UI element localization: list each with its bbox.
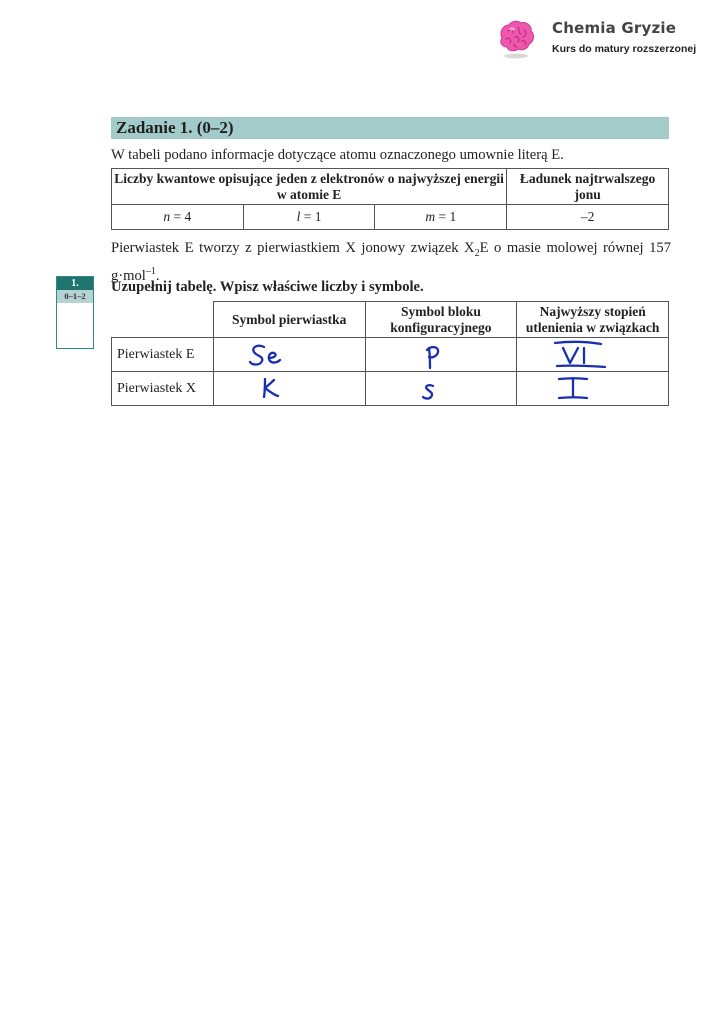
row-label-e: Pierwiastek E [112,338,214,372]
header-ion-charge: Ładunek najtrwalszego jonu [507,169,669,205]
l-value: = 1 [303,209,322,224]
para-text-2: E o masie molowej równej 157 g·mol [111,240,671,284]
score-task-number: 1. [57,277,93,290]
para-superscript: –1 [145,265,156,277]
score-range: 0–1–2 [57,290,93,303]
header-oxidation: Najwyższy stopień utlenienia w związkach [517,302,669,338]
cell-m [375,205,507,230]
header-block: Symbol bloku konfiguracyjnego [365,302,517,338]
handwriting-se [214,338,366,371]
header-quantum-numbers: Liczby kwantowe opisujące jeden z elektronów o najwyższej energii w atomie E [112,169,507,205]
row-label-x: Pierwiastek X [112,372,214,406]
handwriting-s [366,372,518,405]
brand-subtitle: Kurs do matury rozszerzonej [552,43,697,55]
blank-corner [112,302,214,338]
cell-n [112,205,244,230]
handwriting-p [366,338,518,371]
answer-x-symbol[interactable] [213,372,365,406]
brain-icon [496,18,536,60]
l-symbol: l [296,209,301,224]
task-instruction: Uzupełnij tabelę. Wpisz właściwe liczby i symbole. [111,279,424,295]
m-symbol: m [425,209,436,224]
handwriting-k [214,372,366,405]
handwriting-vi [517,338,669,371]
score-box [56,276,94,349]
answer-table [111,301,669,406]
n-symbol: n [163,209,171,224]
charge-value: –2 [580,209,595,224]
answer-e-oxidation[interactable] [517,338,669,372]
task-header-bar [111,117,669,139]
m-value: = 1 [438,209,457,224]
quantum-numbers-table [111,168,669,230]
task-intro: W tabeli podano informacje dotyczące atomu oznaczonego umownie literą E. [111,147,564,163]
cell-l [243,205,375,230]
header-symbol: Symbol pierwiastka [213,302,365,338]
answer-x-block[interactable] [365,372,517,406]
cell-charge [507,205,669,230]
para-subscript: 2 [474,247,480,259]
answer-e-symbol[interactable] [213,338,365,372]
brand-title: Chemia Gryzie [552,19,677,37]
para-text-3: . [155,267,160,284]
answer-e-block[interactable] [365,338,517,372]
task-title: Zadanie 1. (0–2) [116,118,234,137]
para-text-1: Pierwiastek E tworzy z pierwiastkiem X jonowy związek X [111,240,475,256]
handwriting-i [517,372,669,405]
answer-x-oxidation[interactable] [517,372,669,406]
brand-header [496,18,711,62]
n-value: = 4 [173,209,192,224]
